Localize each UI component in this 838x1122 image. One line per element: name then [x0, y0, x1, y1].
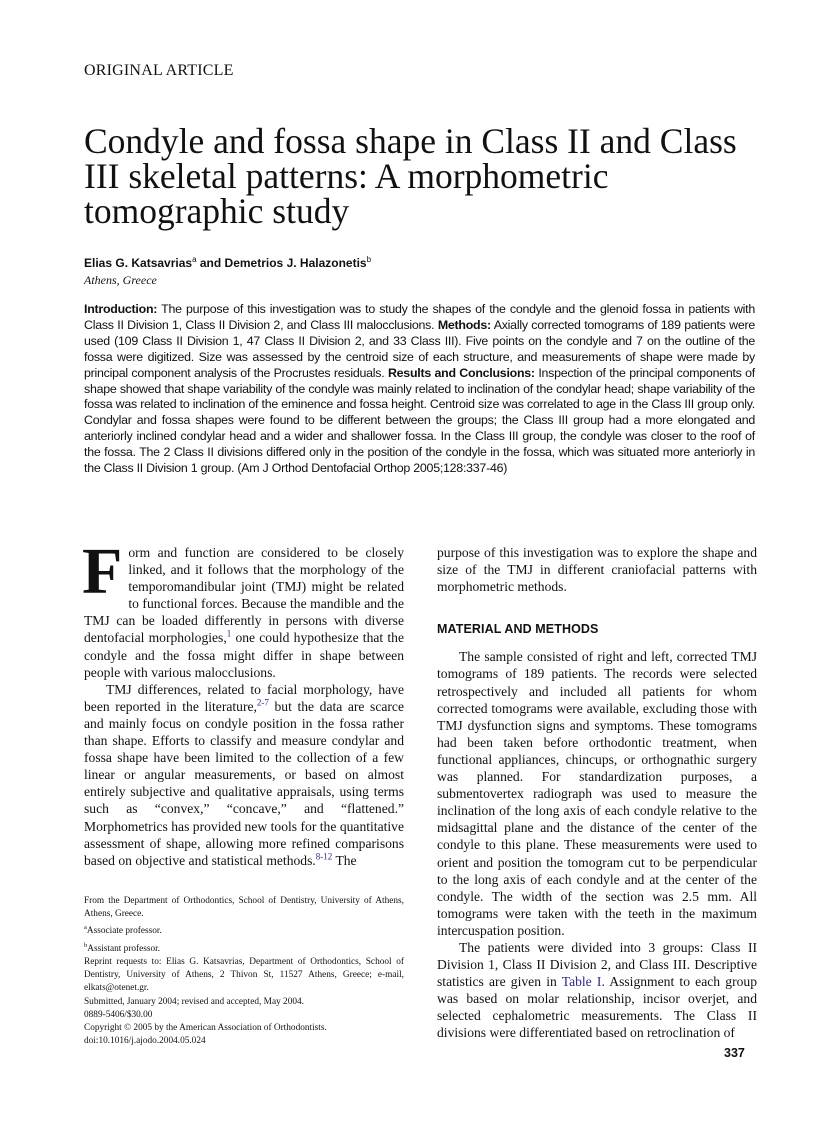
abstract-results-label: Results and Conclusions:	[387, 365, 535, 380]
section-label: ORIGINAL ARTICLE	[84, 62, 234, 79]
drop-cap: F	[82, 535, 123, 608]
body-paragraph: purpose of this investigation was to explore the shape and size of the TMJ in different craniofacial patterns with morphometric methods.	[437, 545, 757, 595]
abstract-methods-label: Methods:	[437, 317, 491, 332]
footnote-affiliation: From the Department of Orthodontics, School of Dentistry, University of Athens, Athens, Greece.	[84, 896, 404, 920]
abstract-methods-text: Axially corrected tomograms of 189 patients were used (109 Class II Division 1, 47 Class II Division 2, and 33 Class III). Five points on the condyle and 7 on the outline of the fossa were digitized. Size was assessed by the centroid size of each structure, and measurements of shape were made by principal component analysis of the Procrustes residuals.	[84, 317, 755, 380]
footnote-text: Assistant professor.	[87, 943, 161, 954]
abstract	[84, 302, 755, 477]
author-name: Elias G. Katsavrias	[84, 256, 193, 270]
author-affiliation-mark: a	[192, 255, 197, 264]
footnote-mark: b	[84, 941, 88, 949]
page-number: 337	[724, 1046, 745, 1060]
author-line	[84, 255, 371, 270]
author-affiliation-mark: b	[366, 255, 372, 264]
paragraph-text: one could hypothesize that the condyle and the fossa might differ in shape between people with various malocclusions.	[84, 630, 404, 680]
abstract-intro-label: Introduction:	[84, 302, 158, 316]
footnote-doi: doi:10.1016/j.ajodo.2004.05.024	[84, 1036, 206, 1047]
footnote-copyright: Copyright © 2005 by the American Association of Orthodontists.	[84, 1023, 327, 1034]
table-link[interactable]: Table I	[561, 974, 602, 990]
footnotes	[84, 895, 404, 1048]
footnote-a	[84, 921, 404, 938]
body-paragraph	[82, 535, 404, 681]
footnote-issn: 0889-5406/$30.00	[84, 1009, 153, 1020]
paragraph-text: . Assignment to each group was based on molar relationship, incisor overjet, and selected cephalometric measurements. The Class II divisions were differentiated based on retroclination of	[437, 974, 757, 1041]
footnote-submitted: Submitted, January 2004; revised and accepted, May 2004.	[84, 996, 304, 1007]
footnote-mark: a	[84, 924, 87, 932]
paragraph-text: The patients were divided into 3 groups: Class II Division 1, Class II Division 2, and Class III. Descriptive statistics are given in	[437, 939, 757, 990]
abstract-results-text: Inspection of the principal components of shape showed that shape variability of the condyle was mainly related to inclination of the condylar head; shape variability of the fossa was related to inclination of the eminence and fossa height. Centroid size was correlated to age in the Class III group only. Condylar and fossa shapes were found to be different between the groups; the Class III group had a more elongated and anteriorly inclined condylar head and a wider and shallower fossa. In the Class III group, the condyle was closer to the roof of the fossa. The 2 Class II divisions differed only in the position of the condyle in the fossa, which was situated more anteriorly in the Class II Division 1 group. (Am J Orthod Dentofacial Orthop 2005;128:337-46)	[84, 365, 755, 476]
section-heading: MATERIAL AND METHODS	[437, 622, 599, 637]
author-location: Athens, Greece	[84, 273, 157, 287]
paragraph-text: TMJ differences, related to facial morphology, have been reported in the literature,	[84, 681, 404, 714]
body-paragraph	[84, 681, 404, 869]
reference-link[interactable]: 2-7	[256, 697, 269, 708]
body-column-right	[437, 544, 757, 1042]
footnote-text: Associate professor.	[86, 926, 162, 937]
body-paragraph	[437, 939, 757, 1042]
paragraph-text: The	[332, 852, 357, 868]
author-joiner: and	[196, 256, 225, 270]
paragraph-text: orm and function are considered to be closely linked, and it follows that the morphology of the temporomandibular joint (TMJ) might be related to functional forces. Because the mandible and the TMJ can be loaded differently in persons with diverse dentofacial morphologies,	[84, 545, 404, 646]
body-column-left	[82, 535, 404, 869]
reference-link[interactable]: 8-12	[315, 851, 333, 862]
body-paragraph: The sample consisted of right and left, corrected TMJ tomograms of 189 patients. The records were selected retrospectively and included all patients for whom corrected tomograms were available, excluding those with TMJ dysfunction signs and symptoms. These tomograms had been taken before orthodontic treatment, when functional appliances, chincups, or orthognathic surgery was planned. For standardization purposes, a submentovertex radiograph was used to measure the inclination of the long axis of each condyle relative to the midsagittal plane and the distance of the center of the condyle to this plane. These measurements were used to orient and position the tomogram cut to be perpendicular to the long axis of each condyle and at the center of the condyle. The width of the section was 2.5 mm. All tomograms were taken with the teeth in the maximum intercuspation position.	[437, 649, 757, 938]
paragraph-text: but the data are scarce and mainly focus on condyle position in the fossa rather than shape. Efforts to classify and measure condylar and fossa shape have been limited to the collection of a few linear or angular measurements, or based on almost entirely subjective and qualitative appraisals, using terms such as “convex,” “concave,” and “flattened.” Morphometrics has provided new tools for the quantitative assessment of shape, allowing more refined comparisons based on objective and statistical methods.	[84, 698, 404, 868]
abstract-intro-text: The purpose of this investigation was to study the shapes of the condyle and the glenoid fossa in patients with Class II Division 1, Class II Division 2, and Class III malocclusions.	[84, 302, 755, 332]
footnote-reprint: Reprint requests to: Elias G. Katsavrias, Department of Orthodontics, School of Dentistry, University of Athens, 2 Thivon St, 11527 Athens, Greece; e-mail, elkats@otenet.gr.	[84, 957, 404, 994]
author-name: Demetrios J. Halazonetis	[224, 256, 367, 270]
footnote-b	[84, 939, 404, 956]
reference-link[interactable]: 1	[226, 628, 232, 639]
article-title: Condyle and fossa shape in Class II and Class III skeletal patterns: A morphometric tomographic study	[84, 121, 737, 231]
